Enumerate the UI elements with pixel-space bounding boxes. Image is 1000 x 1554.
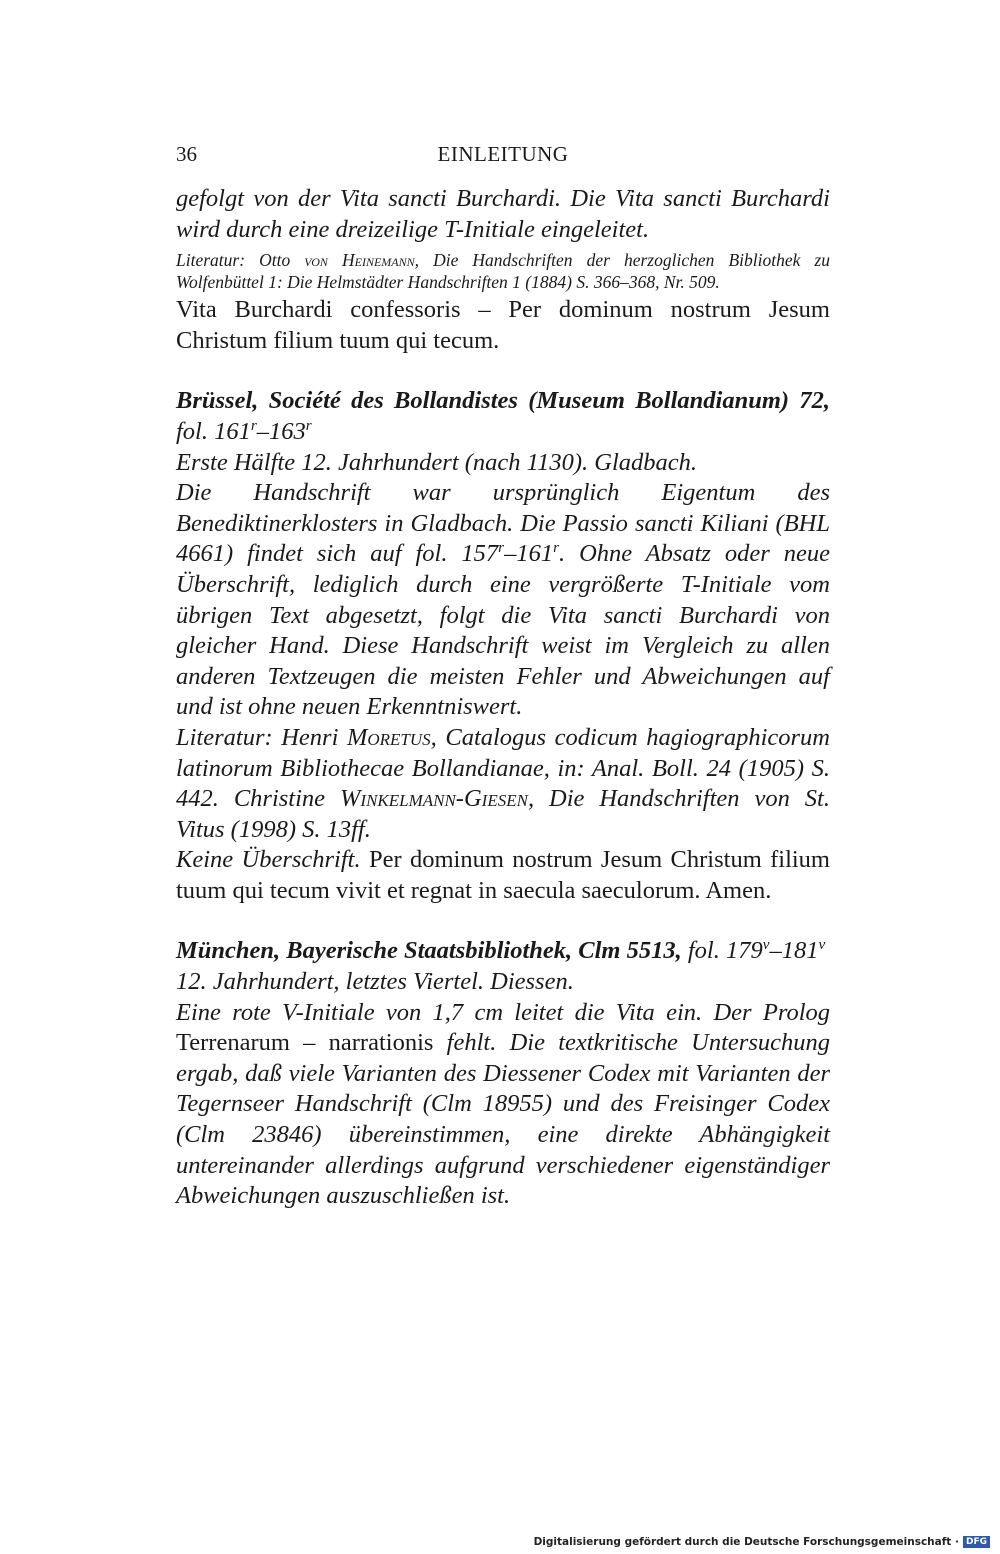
credit-text: Digitalisierung gefördert durch die Deutsche Forschungsgemeinschaft · — [533, 1536, 959, 1548]
manuscript-heading-munchen: München, Bayerische Staatsbibliothek, Clm 5513, fol. 179$^v$–181$^v$ — [176, 936, 826, 965]
page-content — [176, 184, 830, 1212]
manuscript-date-brussel: Erste Hälfte 12. Jahrhundert (nach 1130). Gladbach. — [176, 448, 698, 476]
incipit-explicit-1: Vita Burchardi confessoris – Per dominum nostrum Jesum Christum filium tuum qui tecum. — [176, 296, 830, 354]
paragraph-continuation: gefolgt von der Vita sancti Burchardi. Die Vita sancti Burchardi wird durch eine dreizeilige T-Initiale eingeleitet. — [176, 185, 830, 243]
author-name: Moretus — [346, 723, 431, 751]
dfg-logo-icon: DFG — [963, 1536, 990, 1548]
literature-note-brussel: Literatur: Henri Moretus, Catalogus codicum hagiographicorum latinorum Bibliothecae Bollandianae, in: Anal. Boll. 24 (1905) S. 442. Christine Winkelmann-Giesen, Die Handschriften von St. Vitus (1998) S. 13ff. — [176, 723, 830, 843]
manuscript-date-munchen: 12. Jahrhundert, letztes Viertel. Diessen. — [176, 968, 574, 996]
page-header — [176, 140, 830, 168]
manuscript-heading-brussel: Brüssel, Société des Bollandistes (Museum Bollandianum) 72, fol. 161$^r$–163$^r$ — [176, 387, 830, 445]
running-head: EINLEITUNG — [437, 142, 569, 166]
incipit-explicit-brussel: Keine Überschrift. Per dominum nostrum Jesum Christum filium tuum qui tecum vivit et regnat in saecula saeculorum. Amen. — [176, 846, 830, 904]
manuscript-description-munchen: Eine rote V-Initiale von 1,7 cm leitet die Vita ein. Der Prolog Terrenarum – narrationis fehlt. Die textkritische Untersuchung ergab, daß viele Varianten des Diessener Codex mit Varianten der Tegernseer Handschrift (Clm 18955) und des Freisinger Codex (Clm 23846) übereinstimmen, eine direkte Abhängigkeit untereinander allerdings aufgrund verschiedener eigenständiger Abweichungen auszuschließen ist. — [176, 998, 830, 1210]
author-name: Winkelmann-Giesen — [340, 785, 528, 813]
manuscript-description-brussel: Die Handschrift war ursprünglich Eigentum des Benediktinerklosters in Gladbach. Die Passio sancti Kiliani (BHL 4661) findet sich auf fol. 157$^r$–161$^r$. Ohne Absatz oder neue Überschrift, lediglich durch eine vergrößerte T-Initiale vom übrigen Text abgesetzt, folgt die Vita sancti Burchardi von gleicher Hand. Diese Handschrift weist im Vergleich zu allen anderen Textzeugen die meisten Fehler und Abweichungen auf und ist ohne neuen Erkenntniswert. — [176, 479, 830, 721]
digitization-credit — [534, 1536, 990, 1548]
author-name: von Heinemann — [304, 250, 415, 271]
page-number: 36 — [176, 142, 197, 166]
literature-note-1: Literatur: Otto von Heinemann, Die Handschriften der herzoglichen Bibliothek zu Wolfenbüttel 1: Die Helmstädter Handschriften 1 (1884) S. 366–368, Nr. 509. — [176, 250, 830, 293]
